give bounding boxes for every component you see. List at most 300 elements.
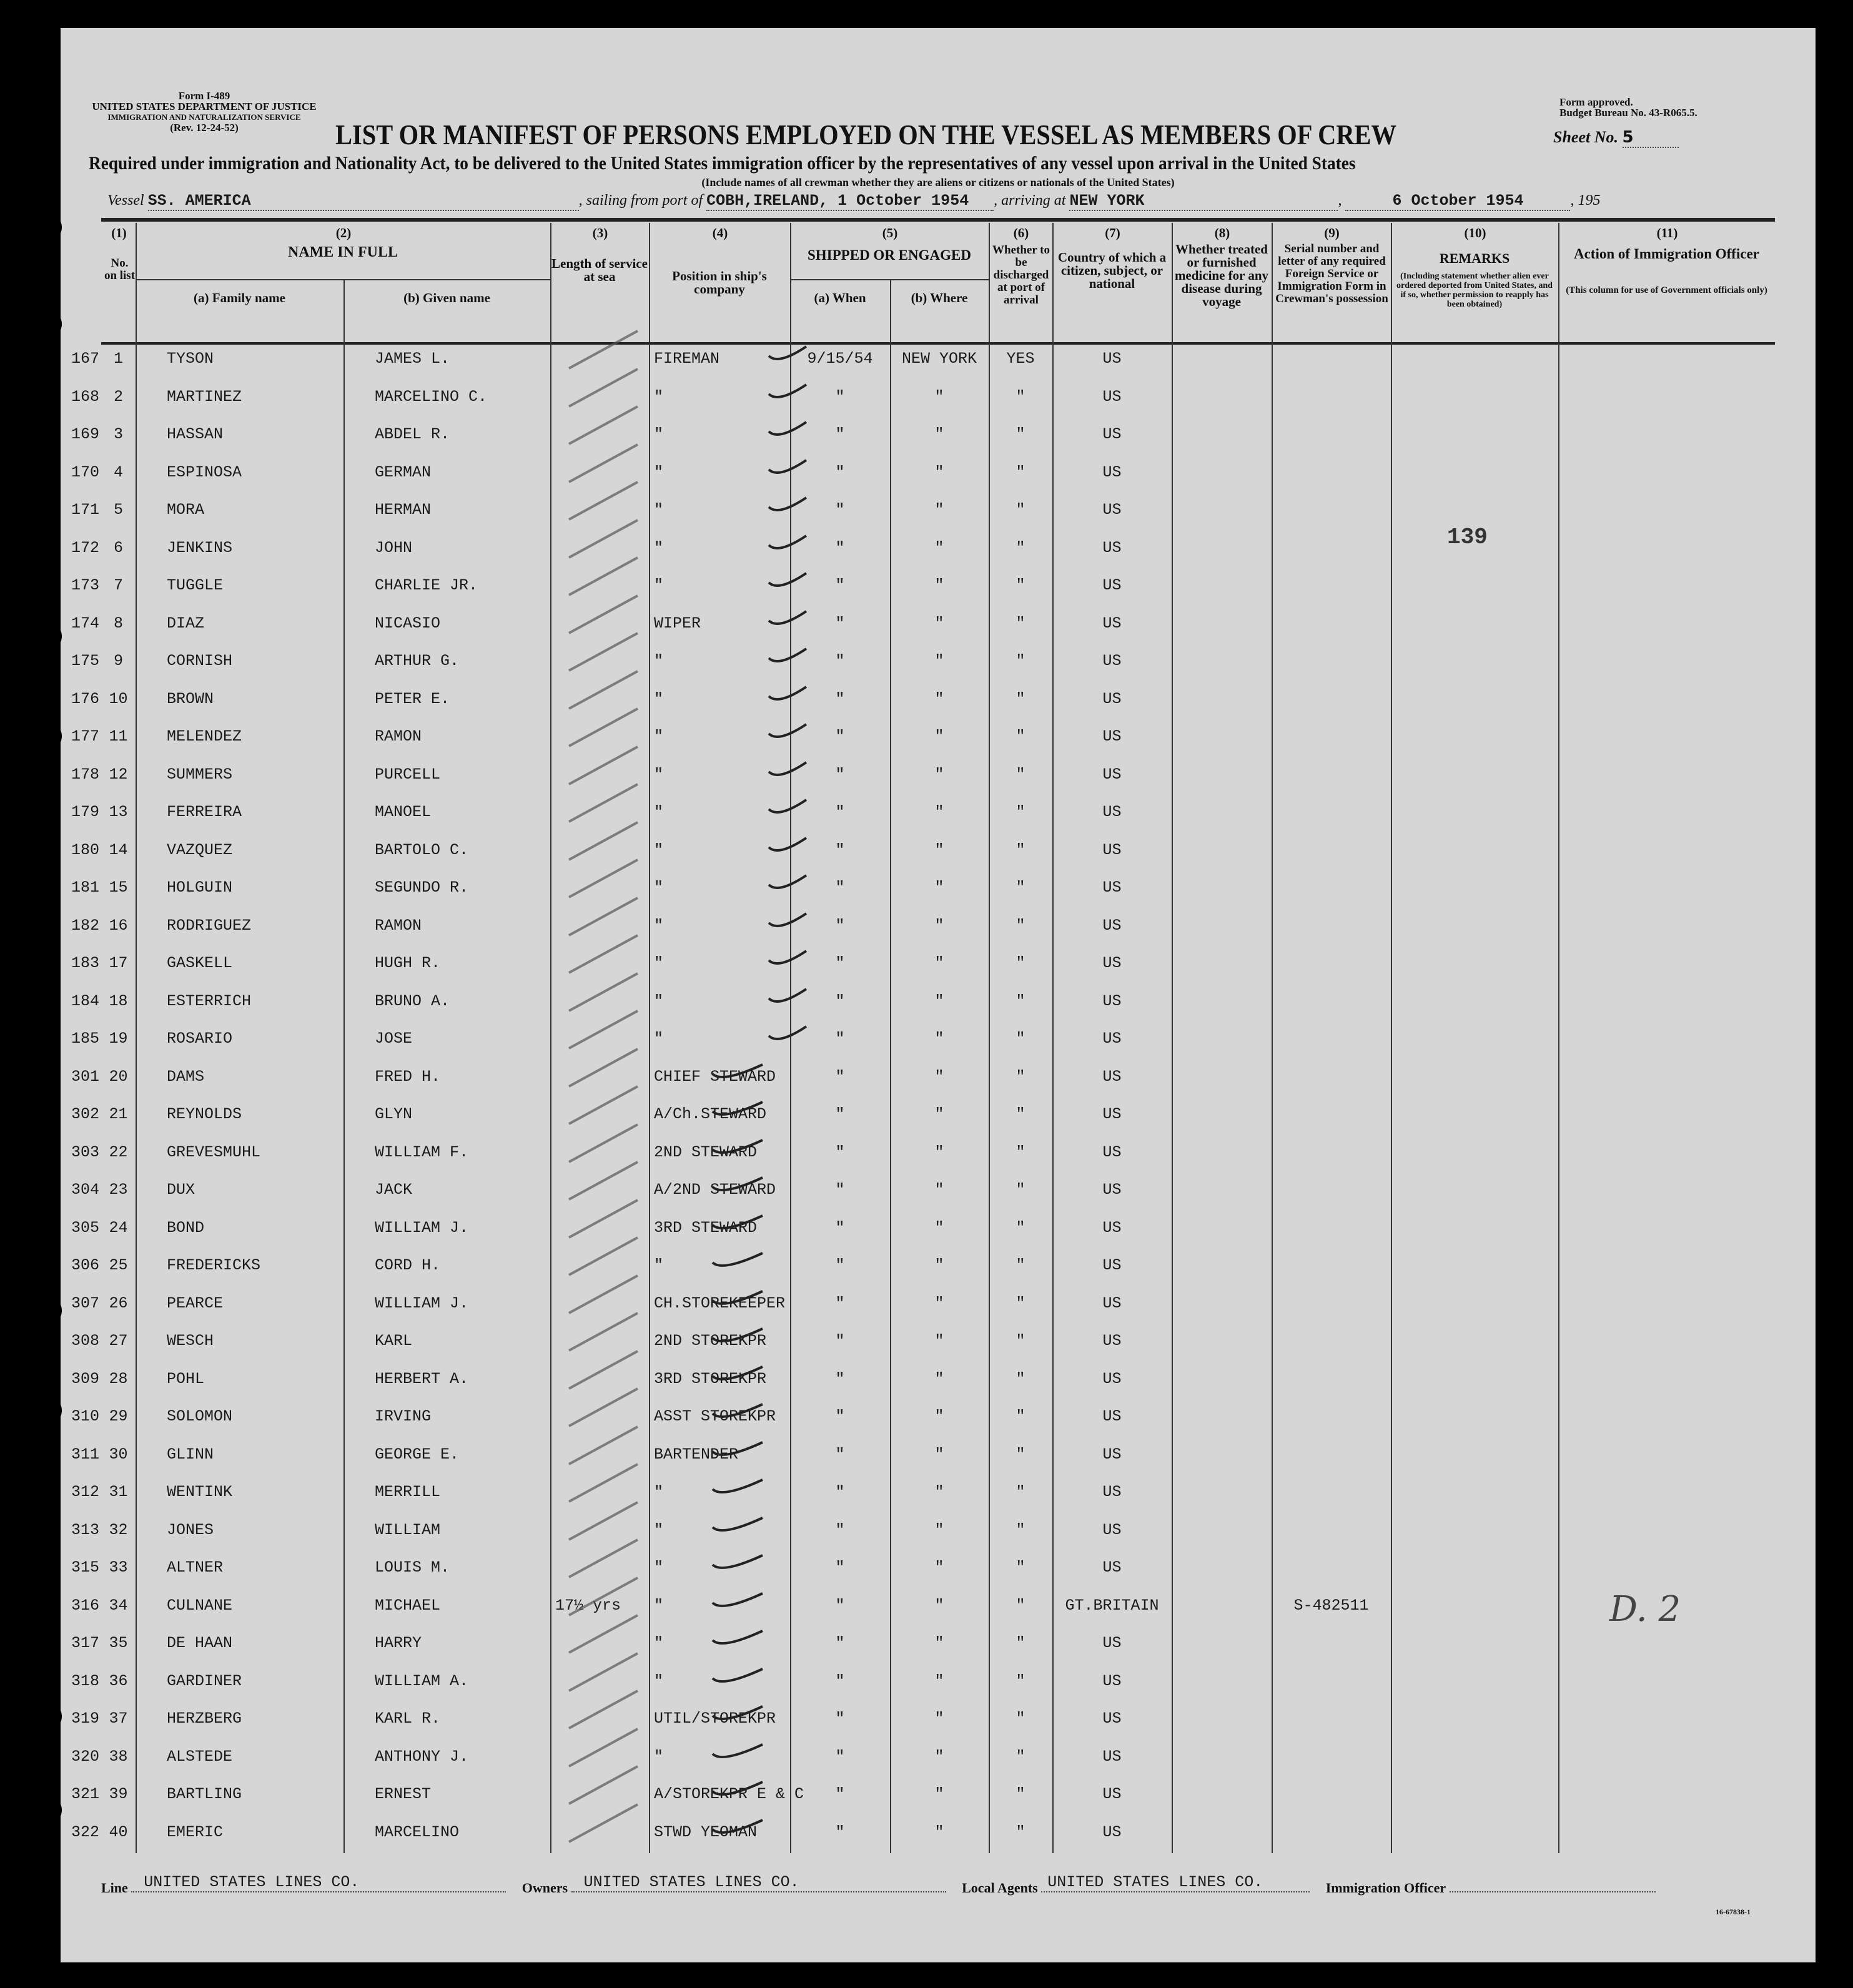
given-name: IRVING xyxy=(375,1407,432,1425)
discharged: YES xyxy=(1006,350,1035,368)
discharged: " xyxy=(1015,689,1025,708)
country: US xyxy=(1102,1445,1122,1464)
country: US xyxy=(1102,1520,1122,1539)
header-name-in-full: NAME IN FULL xyxy=(287,244,398,260)
discharged: " xyxy=(1015,1369,1025,1388)
shipped-where: " xyxy=(934,387,944,406)
revision: (Rev. 12-24-52) xyxy=(170,122,239,134)
row-number: 5 xyxy=(113,501,123,519)
given-name: MARCELINO C. xyxy=(375,387,488,406)
row-number: 13 xyxy=(109,803,128,821)
given-name: ABDEL R. xyxy=(375,425,450,443)
country: US xyxy=(1102,878,1122,897)
sheet-number xyxy=(1553,128,1679,148)
given-name: FRED H. xyxy=(375,1067,441,1086)
discharged: " xyxy=(1015,463,1025,481)
discharged: " xyxy=(1015,1030,1025,1048)
list-ref-number: 181 xyxy=(71,878,99,897)
position: " xyxy=(654,1030,664,1048)
country: US xyxy=(1102,803,1122,821)
discharged: " xyxy=(1015,765,1025,784)
shipped-when: " xyxy=(835,916,845,935)
row-number: 12 xyxy=(109,765,128,784)
discharged: " xyxy=(1015,727,1025,746)
list-ref-number: 170 xyxy=(71,463,99,481)
row-number: 17 xyxy=(109,954,128,972)
header-bottom-rule xyxy=(101,342,1775,345)
check-mark-icon xyxy=(556,1735,906,1773)
position: " xyxy=(654,1558,664,1577)
country: US xyxy=(1102,1294,1122,1312)
check-mark-icon xyxy=(556,451,906,488)
family-name: PEARCE xyxy=(167,1294,224,1312)
country: US xyxy=(1102,463,1122,481)
family-name: HERZBERG xyxy=(167,1710,242,1728)
position: STWD YEOMAN xyxy=(654,1823,758,1841)
list-ref-number: 171 xyxy=(71,501,99,519)
check-mark-icon xyxy=(556,375,906,413)
check-mark-icon xyxy=(556,564,906,601)
discharged: " xyxy=(1015,878,1025,897)
row-number: 20 xyxy=(109,1067,128,1086)
shipped-where: " xyxy=(934,1710,944,1728)
check-mark-icon xyxy=(556,1282,906,1319)
discharged: " xyxy=(1015,1181,1025,1199)
shipped-when: " xyxy=(835,1634,845,1652)
header-action-officer: Action of Immigration Officer xyxy=(1573,246,1759,262)
check-mark-icon xyxy=(556,413,906,450)
row-number: 18 xyxy=(109,992,128,1010)
check-mark-icon xyxy=(556,488,906,526)
arriving-port: NEW YORK xyxy=(1069,192,1338,211)
family-name: SUMMERS xyxy=(167,765,233,784)
position: " xyxy=(654,916,664,935)
column-number-c8n: (8) xyxy=(1214,225,1230,240)
list-ref-number: 175 xyxy=(71,652,99,670)
check-mark-icon xyxy=(556,1811,906,1848)
family-name: FREDERICKS xyxy=(167,1256,261,1274)
given-name: ANTHONY J. xyxy=(375,1747,469,1766)
shipped-where: " xyxy=(934,1596,944,1615)
given-name: HERBERT A. xyxy=(375,1369,469,1388)
shipped-when: " xyxy=(835,652,845,670)
shipped-where: " xyxy=(934,463,944,481)
row-number: 1 xyxy=(113,350,123,368)
country: US xyxy=(1102,954,1122,972)
check-mark-icon xyxy=(556,1357,906,1395)
family-name: DAMS xyxy=(167,1067,205,1086)
position: " xyxy=(654,1747,664,1766)
given-name: PURCELL xyxy=(375,765,441,784)
country: US xyxy=(1102,1671,1122,1690)
column-divider xyxy=(550,223,551,1853)
shipped-where: NEW YORK xyxy=(901,350,977,368)
footer xyxy=(101,1873,1806,1896)
shipped-where: " xyxy=(934,1256,944,1274)
list-ref-number: 306 xyxy=(71,1256,99,1274)
check-mark-icon xyxy=(556,866,906,903)
given-name: MICHAEL xyxy=(375,1596,441,1615)
list-ref-number: 182 xyxy=(71,916,99,935)
family-name: POHL xyxy=(167,1369,205,1388)
position: " xyxy=(654,878,664,897)
discharged: " xyxy=(1015,1710,1025,1728)
shipped-when: " xyxy=(835,1407,845,1425)
shipped-where: " xyxy=(934,916,944,935)
given-name: BRUNO A. xyxy=(375,992,450,1010)
row-number: 32 xyxy=(109,1520,128,1539)
shipped-where: " xyxy=(934,1407,944,1425)
shipped-where: " xyxy=(934,992,944,1010)
arrival-date: 6 October 1954 xyxy=(1345,192,1570,211)
officer-handwritten-mark: D. 2 xyxy=(1609,1589,1681,1630)
discharged: " xyxy=(1015,1445,1025,1464)
header-serial-number: Serial number and letter of any required Foreign Service or Immigration Form in Crewman's possession xyxy=(1275,242,1388,305)
punch-hole xyxy=(32,212,62,242)
family-name: DIAZ xyxy=(167,614,205,632)
shipped-where: " xyxy=(934,1785,944,1803)
row-number: 28 xyxy=(109,1369,128,1388)
country: US xyxy=(1102,501,1122,519)
discharged: " xyxy=(1015,1747,1025,1766)
family-name: BARTLING xyxy=(167,1785,242,1803)
position: " xyxy=(654,765,664,784)
shipped-where: " xyxy=(934,954,944,972)
header-discharged: Whether to be discharged at port of arrival xyxy=(992,244,1050,307)
country: US xyxy=(1102,1143,1122,1161)
row-number: 36 xyxy=(109,1671,128,1690)
list-ref-number: 173 xyxy=(71,576,99,594)
family-name: ROSARIO xyxy=(167,1030,233,1048)
given-name: BARTOLO C. xyxy=(375,840,469,859)
shipped-when: " xyxy=(835,1710,845,1728)
column-number-c2n: (2) xyxy=(335,225,352,240)
country: US xyxy=(1102,425,1122,443)
country: US xyxy=(1102,992,1122,1010)
row-number: 30 xyxy=(109,1445,128,1464)
row-number: 2 xyxy=(113,387,123,406)
shipped-where: " xyxy=(934,614,944,632)
header-given-name: (b) Given name xyxy=(403,290,490,305)
family-name: FERREIRA xyxy=(167,803,242,821)
length-of-service: 17½ yrs xyxy=(555,1596,621,1615)
list-ref-number: 304 xyxy=(71,1181,99,1199)
shipped-where: " xyxy=(934,1558,944,1577)
family-name: HOLGUIN xyxy=(167,878,233,897)
given-name: MANOEL xyxy=(375,803,432,821)
shipped-where: " xyxy=(934,576,944,594)
header-family-name: (a) Family name xyxy=(194,290,285,305)
given-name: GLYN xyxy=(375,1105,413,1123)
family-name: DE HAAN xyxy=(167,1634,233,1652)
shipped-where: " xyxy=(934,840,944,859)
shipped-where: " xyxy=(934,1105,944,1123)
shipped-where: " xyxy=(934,1030,944,1048)
country: US xyxy=(1102,916,1122,935)
list-ref-number: 312 xyxy=(71,1483,99,1501)
row-number: 25 xyxy=(109,1256,128,1274)
country: US xyxy=(1102,1105,1122,1123)
row-number: 40 xyxy=(109,1823,128,1841)
country: US xyxy=(1102,652,1122,670)
country: US xyxy=(1102,1710,1122,1728)
position: " xyxy=(654,689,664,708)
discharged: " xyxy=(1015,1067,1025,1086)
shipped-when: " xyxy=(835,1671,845,1690)
row-number: 11 xyxy=(109,727,128,746)
row-number: 3 xyxy=(113,425,123,443)
shipped-when: " xyxy=(835,727,845,746)
shipped-where: " xyxy=(934,1067,944,1086)
shipped-when: " xyxy=(835,1294,845,1312)
shipped-when: " xyxy=(835,765,845,784)
country: US xyxy=(1102,538,1122,557)
arriving-label: , arriving at xyxy=(994,192,1066,209)
given-name: KARL xyxy=(375,1332,413,1350)
given-name: WILLIAM xyxy=(375,1520,441,1539)
check-mark-icon xyxy=(556,715,906,752)
family-name: WENTINK xyxy=(167,1483,233,1501)
line-label: Line xyxy=(101,1880,128,1896)
sailing-from: COBH,IRELAND, 1 October 1954 xyxy=(706,192,994,211)
given-name: WILLIAM A. xyxy=(375,1671,469,1690)
check-mark-icon xyxy=(556,1508,906,1546)
header-action-note: (This column for use of Government officials only) xyxy=(1566,285,1767,295)
officer-signature-line xyxy=(1450,1891,1656,1892)
discharged: " xyxy=(1015,1483,1025,1501)
list-ref-number: 307 xyxy=(71,1294,99,1312)
list-ref-number: 310 xyxy=(71,1407,99,1425)
check-mark-icon xyxy=(556,1546,906,1583)
given-name: WILLIAM F. xyxy=(375,1143,469,1161)
discharged: " xyxy=(1015,387,1025,406)
shipped-when: 9/15/54 xyxy=(807,350,873,368)
check-mark-icon xyxy=(556,790,906,828)
family-name: JONES xyxy=(167,1520,214,1539)
table-top-rule xyxy=(101,218,1775,222)
shipped-where: " xyxy=(934,1181,944,1199)
check-mark-icon xyxy=(556,942,906,979)
position: 3RD STOREKPR xyxy=(654,1369,767,1388)
country: US xyxy=(1102,1256,1122,1274)
country: US xyxy=(1102,614,1122,632)
shipped-when: " xyxy=(835,1369,845,1388)
column-number-c10n: (10) xyxy=(1464,225,1486,240)
given-name: GERMAN xyxy=(375,463,432,481)
row-number: 16 xyxy=(109,916,128,935)
header-shipped-or-engaged: SHIPPED OR ENGAGED xyxy=(808,247,971,263)
header-when: (a) When xyxy=(814,290,866,305)
position: A/Ch.STEWARD xyxy=(654,1105,767,1123)
discharged: " xyxy=(1015,1596,1025,1615)
shipped-where: " xyxy=(934,1143,944,1161)
list-ref-number: 308 xyxy=(71,1332,99,1350)
list-ref-number: 321 xyxy=(71,1785,99,1803)
family-name: WESCH xyxy=(167,1332,214,1350)
family-name: TYSON xyxy=(167,350,214,368)
shipped-where: " xyxy=(934,1671,944,1690)
family-name: ALSTEDE xyxy=(167,1747,233,1766)
family-name: GLINN xyxy=(167,1445,214,1464)
row-number: 37 xyxy=(109,1710,128,1728)
subtitle: Required under immigration and Nationality Act, to be delivered to the United States immigration officer by the representatives of any vessel upon arrival in the United States xyxy=(89,153,1356,174)
country: US xyxy=(1102,840,1122,859)
row-number: 23 xyxy=(109,1181,128,1199)
check-mark-icon xyxy=(556,829,906,866)
given-name: JOSE xyxy=(375,1030,413,1048)
family-name: CORNISH xyxy=(167,652,233,670)
check-mark-icon xyxy=(556,1131,906,1168)
shipped-where: " xyxy=(934,765,944,784)
discharged: " xyxy=(1015,1785,1025,1803)
family-name: MELENDEZ xyxy=(167,727,242,746)
row-number: 24 xyxy=(109,1218,128,1237)
shipped-when: " xyxy=(835,1445,845,1464)
sailing-from-label: , sailing from port of xyxy=(578,192,703,209)
check-mark-icon xyxy=(556,1621,906,1659)
position: " xyxy=(654,803,664,821)
discharged: " xyxy=(1015,1520,1025,1539)
list-ref-number: 185 xyxy=(71,1030,99,1048)
shipped-where: " xyxy=(934,425,944,443)
discharged: " xyxy=(1015,1332,1025,1350)
header-remarks-note: (Including statement whether alien ever ordered deported from United States, and if so, whether permission to reapply has been obtained) xyxy=(1396,272,1553,309)
given-name: HERMAN xyxy=(375,501,432,519)
position: " xyxy=(654,1596,664,1615)
row-number: 39 xyxy=(109,1785,128,1803)
row-number: 6 xyxy=(113,538,123,557)
list-ref-number: 183 xyxy=(71,954,99,972)
row-number: 35 xyxy=(109,1634,128,1652)
position: " xyxy=(654,576,664,594)
country: US xyxy=(1102,1785,1122,1803)
shipped-when: " xyxy=(835,1030,845,1048)
shipped-where: " xyxy=(934,1369,944,1388)
voyage-line: Vessel SS. AMERICA , sailing from port of COBH,IRELAND, 1 October 1954 , arriving at NEW YORK , 6 October 1954 , 195 xyxy=(107,192,1601,210)
discharged: " xyxy=(1015,501,1025,519)
check-mark-icon xyxy=(556,753,906,790)
country: US xyxy=(1102,387,1122,406)
check-mark-icon xyxy=(556,1244,906,1281)
discharged: " xyxy=(1015,1407,1025,1425)
discharged: " xyxy=(1015,614,1025,632)
row-number: 34 xyxy=(109,1596,128,1615)
shipped-where: " xyxy=(934,803,944,821)
given-name: RAMON xyxy=(375,727,422,746)
position: " xyxy=(654,1520,664,1539)
check-mark-icon xyxy=(556,1584,906,1621)
list-ref-number: 180 xyxy=(71,840,99,859)
include-note: (Include names of all crewman whether they are aliens or citizens or nationals of the United States) xyxy=(701,176,1175,189)
punch-hole xyxy=(32,1395,62,1425)
shipped-when: " xyxy=(835,1785,845,1803)
check-mark-icon xyxy=(556,602,906,639)
list-ref-number: 303 xyxy=(71,1143,99,1161)
column-number-c1n: (1) xyxy=(111,225,127,240)
header-remarks: REMARKS xyxy=(1439,250,1510,266)
shipped-when: " xyxy=(835,803,845,821)
shipped-when: " xyxy=(835,1105,845,1123)
row-number: 9 xyxy=(113,652,123,670)
given-name: JAMES L. xyxy=(375,350,450,368)
list-ref-number: 301 xyxy=(71,1067,99,1086)
family-name: RODRIGUEZ xyxy=(167,916,252,935)
given-name: CORD H. xyxy=(375,1256,441,1274)
punch-hole xyxy=(32,1296,62,1326)
given-name: CHARLIE JR. xyxy=(375,576,478,594)
family-name: REYNOLDS xyxy=(167,1105,242,1123)
shipped-when: " xyxy=(835,576,845,594)
position: CHIEF STEWARD xyxy=(654,1067,776,1086)
family-name: SOLOMON xyxy=(167,1407,233,1425)
check-mark-icon xyxy=(556,1017,906,1055)
position: " xyxy=(654,652,664,670)
list-ref-number: 302 xyxy=(71,1105,99,1123)
shipped-when: " xyxy=(835,1823,845,1841)
given-name: HARRY xyxy=(375,1634,422,1652)
column-number-c9n: (9) xyxy=(1324,225,1340,240)
shipped-where: " xyxy=(934,1294,944,1312)
family-name: EMERIC xyxy=(167,1823,224,1841)
shipped-when: " xyxy=(835,1256,845,1274)
list-ref-number: 176 xyxy=(71,689,99,708)
sheet-label: Sheet No. xyxy=(1553,128,1618,146)
row-number: 27 xyxy=(109,1332,128,1350)
given-name: ARTHUR G. xyxy=(375,652,460,670)
shipped-when: " xyxy=(835,463,845,481)
check-mark-icon xyxy=(556,639,906,677)
family-name: GARDINER xyxy=(167,1671,242,1690)
country: US xyxy=(1102,1218,1122,1237)
list-ref-number: 309 xyxy=(71,1369,99,1388)
vessel-label: Vessel xyxy=(107,192,144,209)
header-no-on-list: No. on list xyxy=(104,257,136,282)
form-number: Form I-489 xyxy=(178,90,230,102)
position: " xyxy=(654,387,664,406)
shipped-when: " xyxy=(835,1747,845,1766)
shipped-when: " xyxy=(835,840,845,859)
family-name: HASSAN xyxy=(167,425,224,443)
remarks-stamp: 139 xyxy=(1447,524,1488,550)
shipped-when: " xyxy=(835,1558,845,1577)
list-ref-number: 168 xyxy=(71,387,99,406)
country: US xyxy=(1102,1067,1122,1086)
row-number: 21 xyxy=(109,1105,128,1123)
country: GT.BRITAIN xyxy=(1065,1596,1159,1615)
family-name: ALTNER xyxy=(167,1558,224,1577)
shipped-when: " xyxy=(835,1218,845,1237)
position: ASST STOREKPR xyxy=(654,1407,776,1425)
list-ref-number: 313 xyxy=(71,1520,99,1539)
position: " xyxy=(654,501,664,519)
sheet-value: 5 xyxy=(1623,128,1679,148)
discharged: " xyxy=(1015,1218,1025,1237)
check-mark-icon xyxy=(556,1206,906,1244)
shipped-where: " xyxy=(934,1823,944,1841)
check-mark-icon xyxy=(556,1470,906,1508)
shipped-when: " xyxy=(835,387,845,406)
family-name: BOND xyxy=(167,1218,205,1237)
discharged: " xyxy=(1015,1256,1025,1274)
shipped-when: " xyxy=(835,538,845,557)
given-name: ERNEST xyxy=(375,1785,432,1803)
given-name: PETER E. xyxy=(375,689,450,708)
discharged: " xyxy=(1015,803,1025,821)
owners-label: Owners xyxy=(521,1880,568,1896)
line-value: UNITED STATES LINES CO. xyxy=(131,1873,506,1892)
position: 2ND STEWARD xyxy=(654,1143,758,1161)
list-ref-number: 319 xyxy=(71,1710,99,1728)
